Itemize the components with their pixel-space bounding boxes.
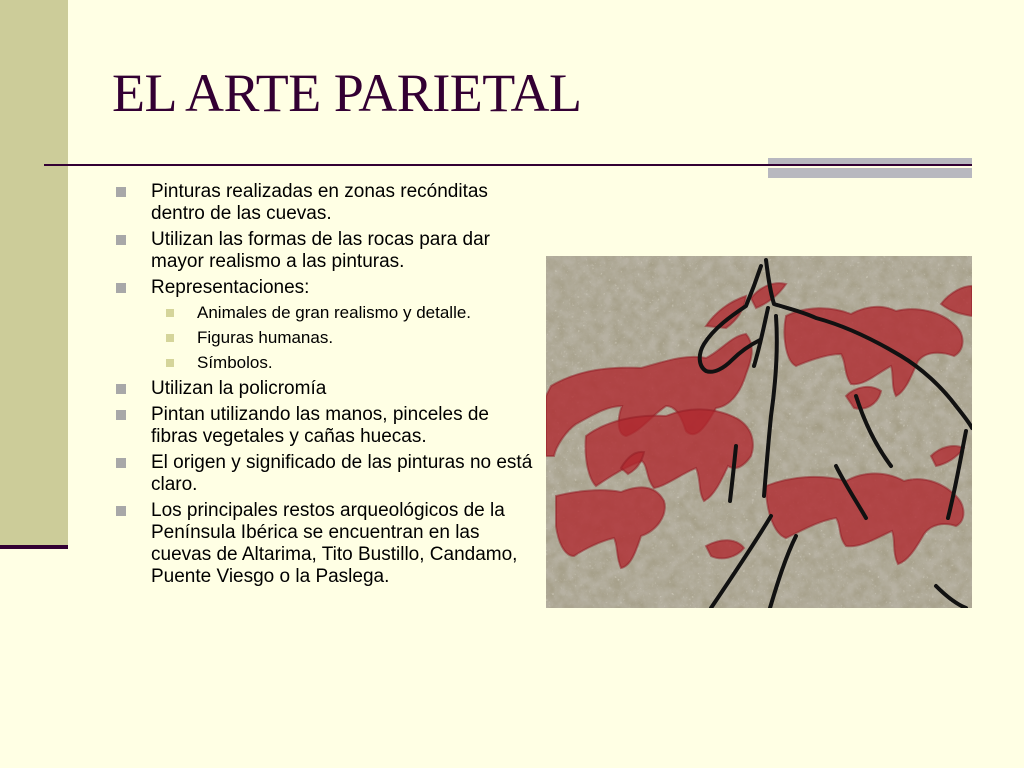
square-bullet-icon [166, 359, 174, 367]
list-item: Pintan utilizando las manos, pinceles de fibras vegetales y cañas huecas. [113, 404, 533, 448]
square-bullet-icon [116, 283, 126, 293]
left-band-rule [0, 545, 68, 549]
list-item: Representaciones: [113, 277, 533, 299]
list-item: Los principales restos arqueológicos de la Península Ibérica se encuentran en las cuevas de Altarima, Tito Bustillo, Candamo, Puente Viesgo o la Paslega. [113, 500, 533, 588]
sub-list-item: Animales de gran realismo y detalle. [113, 303, 533, 323]
list-item: El origen y significado de las pinturas no está claro. [113, 452, 533, 496]
list-item: Utilizan las formas de las rocas para dar mayor realismo a las pinturas. [113, 229, 533, 273]
list-item: Pinturas realizadas en zonas recónditas dentro de las cuevas. [113, 181, 533, 225]
left-decorative-band [0, 0, 68, 548]
sub-list-item: Figuras humanas. [113, 328, 533, 348]
square-bullet-icon [116, 506, 126, 516]
title-accent-bars [768, 158, 972, 180]
cave-painting-image [546, 256, 972, 608]
square-bullet-icon [116, 410, 126, 420]
square-bullet-icon [166, 309, 174, 317]
square-bullet-icon [116, 458, 126, 468]
list-item: Utilizan la policromía [113, 378, 533, 400]
sub-list-item: Símbolos. [113, 353, 533, 373]
square-bullet-icon [116, 235, 126, 245]
slide-title: EL ARTE PARIETAL [112, 63, 582, 123]
square-bullet-icon [166, 334, 174, 342]
square-bullet-icon [116, 187, 126, 197]
square-bullet-icon [116, 384, 126, 394]
bullet-list [113, 181, 533, 592]
